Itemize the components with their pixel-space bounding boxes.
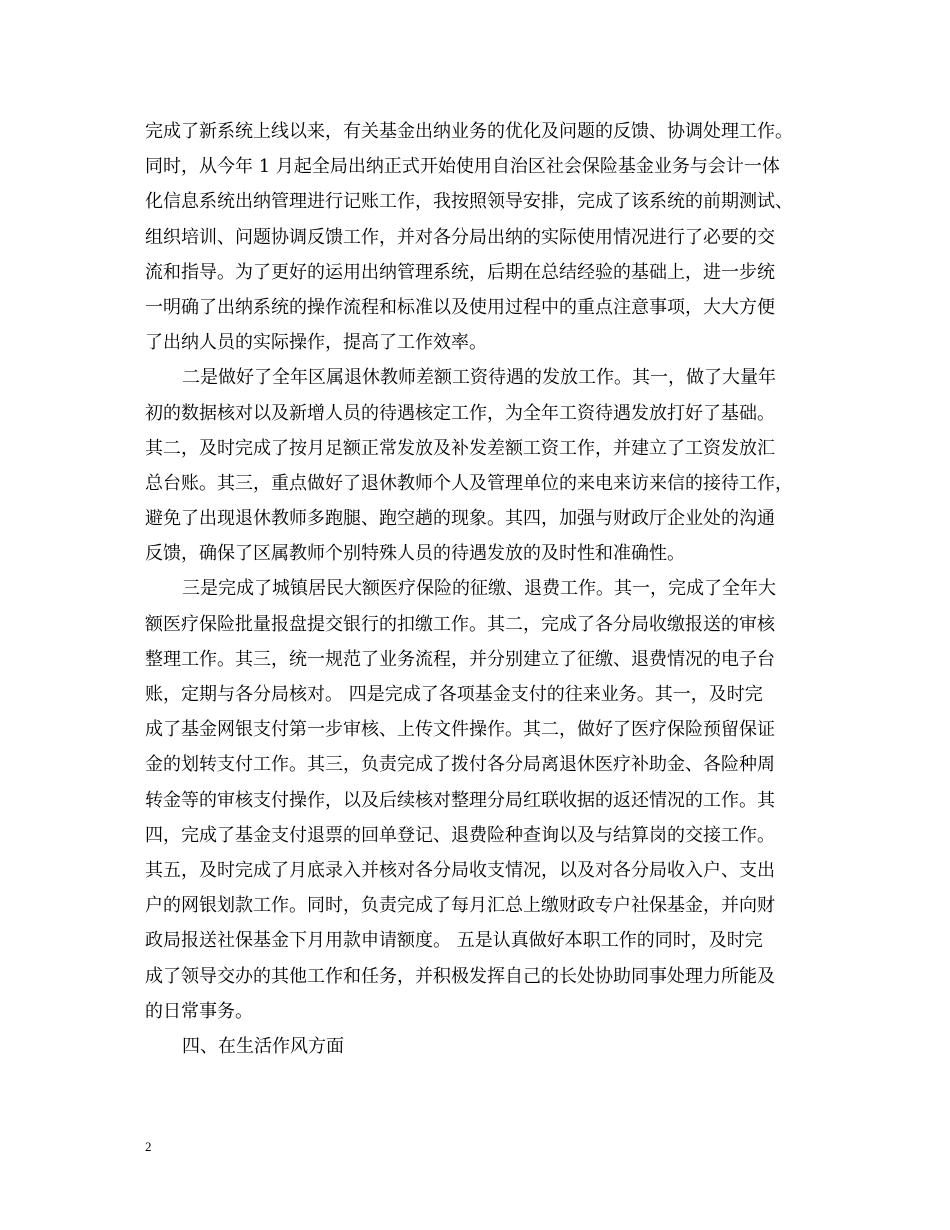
paragraph xyxy=(145,571,810,1028)
text-line: 化信息系统出纳管理进行记账工作，我按照领导安排，完成了该系统的前期测试、 xyxy=(145,191,793,213)
paragraph xyxy=(145,114,810,360)
body-text xyxy=(145,114,810,1064)
text-line: 同时，从今年 1 月起全局出纳正式开始使用自治区社会保险基金业务与会计一体 xyxy=(145,156,780,178)
text-line: 完成了新系统上线以来，有关基金出纳业务的优化及问题的反馈、协调处理工作。 xyxy=(145,121,793,142)
text-line: 转金等的审核支付操作，以及后续核对整理分局红联收据的返还情况的工作。其 xyxy=(145,789,775,811)
text-line: 总台账。其三，重点做好了退休教师个人及管理单位的来电来访来信的接待工作， xyxy=(145,472,793,494)
text-line: 避免了出现退休教师多跑腿、跑空趟的现象。其四，加强与财政厅企业处的沟通 xyxy=(145,508,775,530)
text-line: 其五，及时完成了月底录入并核对各分局收支情况，以及对各分局收入户、支出 xyxy=(145,859,775,881)
text-line: 流和指导。为了更好的运用出纳管理系统，后期在总结经验的基础上，进一步统 xyxy=(145,261,775,283)
text-line: 三是完成了城镇居民大额医疗保险的征缴、退费工作。其一，完成了全年大 xyxy=(182,578,776,600)
text-line: 一明确了出纳系统的操作流程和标准以及使用过程中的重点注意事项，大大方便 xyxy=(145,296,775,318)
text-line: 账，定期与各分局核对。 四是完成了各项基金支付的往来业务。其一，及时完 xyxy=(145,684,763,705)
text-line: 整理工作。其三，统一规范了业务流程，并分别建立了征缴、退费情况的电子台 xyxy=(145,648,775,670)
text-line: 的日常事务。 xyxy=(145,1000,253,1022)
text-line: 政局报送社保基金下月用款申请额度。 五是认真做好本职工作的同时，及时完 xyxy=(145,930,763,952)
text-line: 了出纳人员的实际操作，提高了工作效率。 xyxy=(145,332,487,354)
text-line: 四、在生活作风方面 xyxy=(182,1035,344,1057)
text-line: 额医疗保险批量报盘提交银行的扣缴工作。其二，完成了各分局收缴报送的审核 xyxy=(145,613,775,635)
paragraph xyxy=(145,360,810,571)
text-line: 金的划转支付工作。其三，负责完成了拨付各分局离退休医疗补助金、各险种周 xyxy=(145,754,775,776)
text-line: 四，完成了基金支付退票的回单登记、退费险种查询以及与结算岗的交接工作。 xyxy=(145,824,775,846)
text-line: 反馈，确保了区属教师个别特殊人员的待遇发放的及时性和准确性。 xyxy=(145,543,685,565)
text-line: 成了领导交办的其他工作和任务，并积极发挥自己的长处协助同事处理力所能及 xyxy=(145,965,775,987)
paragraph xyxy=(145,1029,810,1064)
text-line: 二是做好了全年区属退休教师差额工资待遇的发放工作。其一，做了大量年 xyxy=(182,367,776,389)
text-line: 其二，及时完成了按月足额正常发放及补发差额工资工作，并建立了工资发放汇 xyxy=(145,437,775,459)
page-number: 2 xyxy=(145,1139,152,1154)
text-line: 组织培训、问题协调反馈工作，并对各分局出纳的实际使用情况进行了必要的交 xyxy=(145,226,775,248)
text-line: 成了基金网银支付第一步审核、上传文件操作。其二，做好了医疗保险预留保证 xyxy=(145,719,775,741)
text-line: 户的网银划款工作。同时，负责完成了每月汇总上缴财政专户社保基金，并向财 xyxy=(145,895,775,917)
text-line: 初的数据核对以及新增人员的待遇核定工作，为全年工资待遇发放打好了基础。 xyxy=(145,402,775,424)
